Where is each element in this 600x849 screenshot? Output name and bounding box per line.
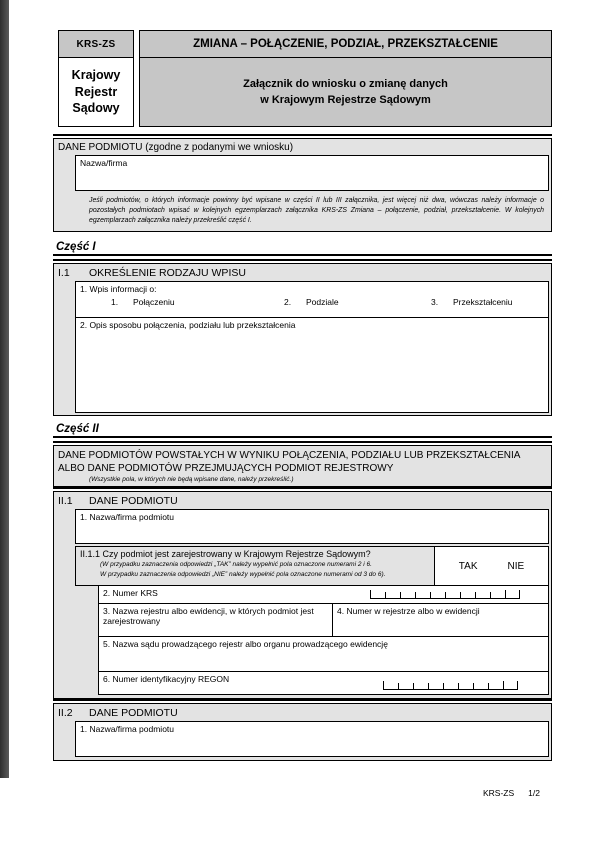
ii1-registration-question-row	[75, 546, 549, 586]
description-field[interactable]	[75, 317, 549, 413]
form-subtitle-line: w Krajowym Rejestrze Sądowym	[260, 94, 431, 106]
part1-section-band	[54, 264, 551, 281]
entry-type-field[interactable]	[75, 281, 549, 318]
part1-section	[53, 264, 552, 416]
registry-name-line: Krajowy	[71, 67, 121, 82]
heading-rule	[53, 436, 552, 438]
registry-number-label: 4. Numer w rejestrze albo w ewidencji	[337, 606, 480, 617]
part2-banner	[53, 446, 552, 487]
ii1-question-cell	[75, 546, 434, 586]
ii1-entity-name-field[interactable]	[75, 509, 549, 544]
registry-name-line: Sądowy	[72, 101, 120, 116]
krs-number-label: 2. Numer KRS	[103, 588, 158, 599]
entity-data-section	[53, 139, 552, 232]
section-number: II.1	[58, 495, 73, 508]
footer-form-code: KRS-ZS	[483, 788, 515, 798]
ii1-question-note: (W przypadku zaznaczenia odpowiedzi „TAK” należy wypełnić pola oznaczone numerami 2 i 6. W przypadku zaznaczenia odpowiedzi „NIE” należy wypełnić pola oznaczone numerami od 3 do 6).	[100, 561, 386, 579]
scan-edge-artifact	[0, 0, 9, 778]
registry-number-field[interactable]	[333, 604, 548, 636]
court-name-label: 5. Nazwa sądu prowadzącego rejestr albo organu prowadzącego ewidencję	[103, 639, 388, 650]
section-title: DANE PODMIOTU	[89, 707, 178, 720]
option-transformation[interactable]: 3. Przekształceniu	[431, 297, 513, 308]
entry-type-options	[76, 296, 548, 310]
regon-number-comb[interactable]	[383, 681, 518, 690]
court-name-field[interactable]	[98, 636, 549, 672]
krs-number-comb[interactable]	[370, 590, 520, 599]
ii1-question-text: II.1.1 Czy podmiot jest zarejestrowany w Krajowym Rejestrze Sądowym?	[80, 549, 371, 560]
form-subtitle	[139, 58, 552, 127]
answer-no[interactable]: NIE	[507, 560, 525, 572]
part2-heading: Część II	[56, 423, 99, 436]
part2-banner-line: ALBO DANE PODMIOTÓW PRZEJMUJĄCYCH PODMIOT REJESTROWY	[58, 463, 394, 475]
section-title: DANE PODMIOTU	[89, 495, 178, 508]
ii2-entity-name-field[interactable]	[75, 721, 549, 757]
section-ii1-band	[54, 492, 551, 509]
section-number: II.2	[58, 707, 73, 720]
entity-name-field[interactable]	[75, 155, 549, 191]
regon-number-label: 6. Numer identyfikacyjny REGON	[103, 674, 230, 685]
ii2-entity-name-label: 1. Nazwa/firma podmiotu	[80, 724, 175, 735]
section-ii1	[53, 492, 552, 699]
ii1-subfields	[98, 585, 549, 695]
description-field-label: 2. Opis sposobu połączenia, podziału lub przekształcenia	[80, 320, 296, 331]
option-merger[interactable]: 1. Połączeniu	[111, 297, 175, 308]
form-subtitle-line: Załącznik do wniosku o zmianę danych	[243, 77, 448, 90]
entity-name-field-label: Nazwa/firma	[80, 158, 128, 168]
registry-row	[98, 603, 549, 637]
part1-heading: Część I	[56, 241, 96, 254]
section-number: I.1	[58, 267, 70, 280]
header-left-column	[58, 30, 134, 127]
ii1-yes-no-box	[434, 546, 549, 586]
form-code: KRS-ZS	[76, 38, 116, 50]
footer-page-number: 1/2	[528, 788, 540, 798]
entity-section-note: Jeśli podmiotów, o których informacje powinny być wpisane w części II lub III załącznika, jest więcej niż dwa, wówczas należy informacje o pozostałych podmiotach wpisać w kolejnych egzemplarzach załącznika KRS-ZS Zmiana – połączenie, podział, przekształcenie. W kolejnych egzemplarzach załącznika należy przekreślić część I.	[89, 197, 544, 224]
registry-name-label: 3. Nazwa rejestru albo ewidencji, w których podmiot jest zarejestrowany	[103, 606, 314, 627]
registry-name-field[interactable]	[99, 604, 333, 636]
regon-number-field[interactable]	[98, 671, 549, 695]
form-header	[58, 30, 552, 127]
option-division[interactable]: 2. Podziale	[284, 297, 339, 308]
page-footer	[483, 788, 540, 798]
entity-section-title: DANE PODMIOTU (zgodne z podanymi we wniosku)	[58, 142, 294, 153]
section-ii2-band	[54, 704, 551, 721]
section-ii2	[53, 704, 552, 761]
header-right-column	[139, 30, 552, 127]
form-code-box	[58, 30, 134, 58]
entry-type-label: 1. Wpis informacji o:	[80, 284, 157, 295]
form-title: ZMIANA – POŁĄCZENIE, PODZIAŁ, PRZEKSZTAŁCENIE	[139, 30, 552, 58]
section-title: OKREŚLENIE RODZAJU WPISU	[89, 267, 246, 280]
registry-name-line: Rejestr	[74, 84, 118, 99]
answer-yes[interactable]: TAK	[458, 560, 478, 572]
registry-name-box	[58, 58, 134, 127]
krs-zs-form	[53, 30, 552, 761]
part2-banner-line: DANE PODMIOTÓW POWSTAŁYCH W WYNIKU POŁĄCZENIA, PODZIAŁU LUB PRZEKSZTAŁCENIA	[58, 450, 521, 462]
part2-banner-note: (Wszystkie pola, w których nie będą wpisane dane, należy przekreślić.)	[89, 476, 294, 484]
heading-rule	[53, 254, 552, 256]
krs-number-field[interactable]	[98, 585, 549, 604]
ii1-entity-name-label: 1. Nazwa/firma podmiotu	[80, 512, 175, 523]
